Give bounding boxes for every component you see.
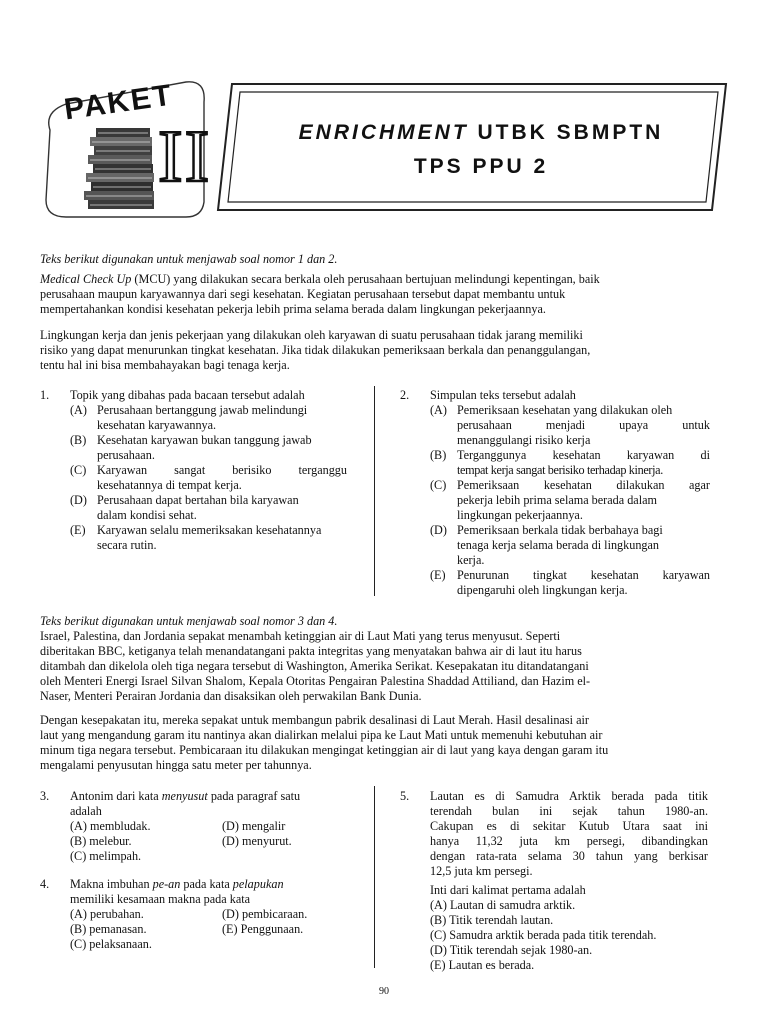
option-5c[interactable]: (C) Samudra arktik berada pada titik terendah. <box>430 928 657 942</box>
header <box>36 72 736 222</box>
section1-paragraph-1: Medical Check Up (MCU) yang dilakukan secara berkala oleh perusahaan bertujuan melindungi kepentingan, baik perusahaan maupun karyawannya dari segi kesehatan. Kegiatan perusahaan tersebut dapat membantu untuk mempertahankan kondisi kesehatan pekerja lebih prima selama berada dalam lingkungan pekerjaannya. <box>40 272 600 316</box>
paket-numeral: II <box>158 116 212 198</box>
option-3d-first[interactable]: (D) mengalir <box>222 819 286 833</box>
question-2: 2. Simpulan teks tersebut adalah (A) Pemeriksaan kesehatan yang dilakukan oleh perusahaan menjadi upaya untuk menanggulangi risiko kerja (B) Terganggunya kesehatan karyawan di tempat kerja sangat berisiko terhadap kinerja. (C) Pemeriksaan kesehatan dilakukan agar pekerja lebih prima selama berada dalam lingkungan pekerjaannya. (D) Pemeriksaan berkala tidak berbahaya bagi tenaga kerja selama berada di lingkungan kerja. (E) Penurunan tingkat kesehatan karyawan dipengaruhi oleh lingkungan kerja. <box>400 388 710 597</box>
option-4a[interactable]: (A) perubahan. <box>70 907 144 921</box>
section2-paragraph-1: Israel, Palestina, dan Jordania sepakat menambah ketinggian air di Laut Mati yang terus menyusut. Seperti diberitakan BBC, ketiganya telah menandatangani pakta integritas yang menyatakan bahwa air di laut itu harus ditambah dan dikelola oleh tiga negara tersebut di Washington, Amerika Serikat. Kesepakatan itu ditandatangani oleh Menteri Energi Israel Silvan Shalom, Kepala Otoritas Pengairan Palestina Shaddad Attiliand, dan Hazim el- Naser, Menteri Perairan Jordania dan disaksikan oleh perwakilan Bank Dunia. <box>40 629 591 703</box>
question-4: 4. Makna imbuhan pe-an pada kata pelapukan memiliki kesamaan makna pada kata (A) perubahan. (D) pembicaraan. (B) pemanasan. (E) Penggunaan. (C) pelaksanaan. <box>40 877 308 951</box>
option-4b[interactable]: (B) pemanasan. <box>70 922 147 936</box>
option-4e[interactable]: (E) Penggunaan. <box>222 922 304 936</box>
option-5d[interactable]: (D) Titik terendah sejak 1980-an. <box>430 943 593 957</box>
title-line-2: TPS PPU 2 <box>413 155 549 178</box>
page-number: 90 <box>379 986 389 997</box>
option-5e[interactable]: (E) Lautan es berada. <box>430 958 535 972</box>
question-3: 3. Antonim dari kata menyusut pada paragraf satu adalah (A) membludak. (D) mengalir (B) melebur. (D) menyurut. (C) melimpah. <box>40 789 301 863</box>
header-title <box>236 90 726 210</box>
option-3a[interactable]: (A) membludak. <box>70 819 151 833</box>
option-4c[interactable]: (C) pelaksanaan. <box>70 937 152 951</box>
section1-paragraph-2: Lingkungan kerja dan jenis pekerjaan yang dilakukan oleh karyawan di suatu perusahaan tidak jarang memiliki risiko yang dapat menurunkan tingkat kesehatan. Jika tidak dilakukan pemeriksaan berkala dan penanggulangan, tentu hal ini bisa membahayakan bagi tenaga kerja. <box>40 328 591 372</box>
option-3b[interactable]: (B) melebur. <box>70 834 132 848</box>
option-5a[interactable]: (A) Lautan di samudra arktik. <box>430 898 576 912</box>
question-5-prompt: Inti dari kalimat pertama adalah <box>430 883 586 897</box>
section2-intro: Teks berikut digunakan untuk menjawab soal nomor 3 dan 4. <box>40 614 338 628</box>
column-divider-1 <box>374 386 375 596</box>
question-1: 1. Topik yang dibahas pada bacaan tersebut adalah (A) Perusahaan bertanggung jawab melindungi kesehatan karyawannya. (B) Kesehatan karyawan bukan tanggung jawab perusahaan. (C) Karyawan sangat berisiko terganggu kesehatannya di tempat kerja. (D) Perusahaan dapat bertahan bila karyawan dalam kondisi sehat. (E) Karyawan selalu memeriksakan kesehatannya secara rutin. <box>40 388 347 552</box>
column-divider-2 <box>374 786 375 968</box>
paket-badge: PAKET <box>62 78 176 127</box>
section1-intro: Teks berikut digunakan untuk menjawab soal nomor 1 dan 2. <box>40 252 338 266</box>
book-stack-icon <box>84 128 154 209</box>
section2-paragraph-2: Dengan kesepakatan itu, mereka sepakat untuk membangun pabrik desalinasi di Laut Merah. Hasil desalinasi air laut yang mengandung garam itu nantinya akan dialirkan melalui pipa ke Laut Mati untuk memenuhi kebutuhan air minum tiga negara tersebut. Pembicaraan itu dilakukan mengingat ketinggian air di laut yang kaya dengan garam itu mengalami penyusutan hingga satu meter per tahunnya. <box>40 713 609 772</box>
title-line-1: ENRICHMENT UTBK SBMPTN <box>298 121 664 144</box>
question-5-stem: Lautan es di Samudra Arktik berada pada titik terendah bulan ini sejak tahun 1980-an. Cakupan es di sekitar Kutub Utara saat ini hanya 11,32 juta km persegi, dibandingkan dengan rata-rata selama 30 tahun yang berkisar 12,5 juta km persegi. <box>430 789 708 878</box>
option-4d[interactable]: (D) pembicaraan. <box>222 907 308 921</box>
option-3c[interactable]: (C) melimpah. <box>70 849 142 863</box>
option-5b[interactable]: (B) Titik terendah lautan. <box>430 913 554 927</box>
question-5: 5. Lautan es di Samudra Arktik berada pada titik terendah bulan ini sejak tahun 1980-an. Cakupan es di sekitar Kutub Utara saat ini hanya 11,32 juta km persegi, dibandingkan dengan rata-rata selama 30 tahun yang berkisar 12,5 juta km persegi. Inti dari kalimat pertama adalah (A) Lautan di samudra arktik. (B) Titik terendah lautan. (C) Samudra arktik berada pada titik terendah. (D) Titik terendah sejak 1980-an. (E) Lautan es berada. <box>400 789 708 972</box>
option-3d-second[interactable]: (D) menyurut. <box>222 834 292 848</box>
